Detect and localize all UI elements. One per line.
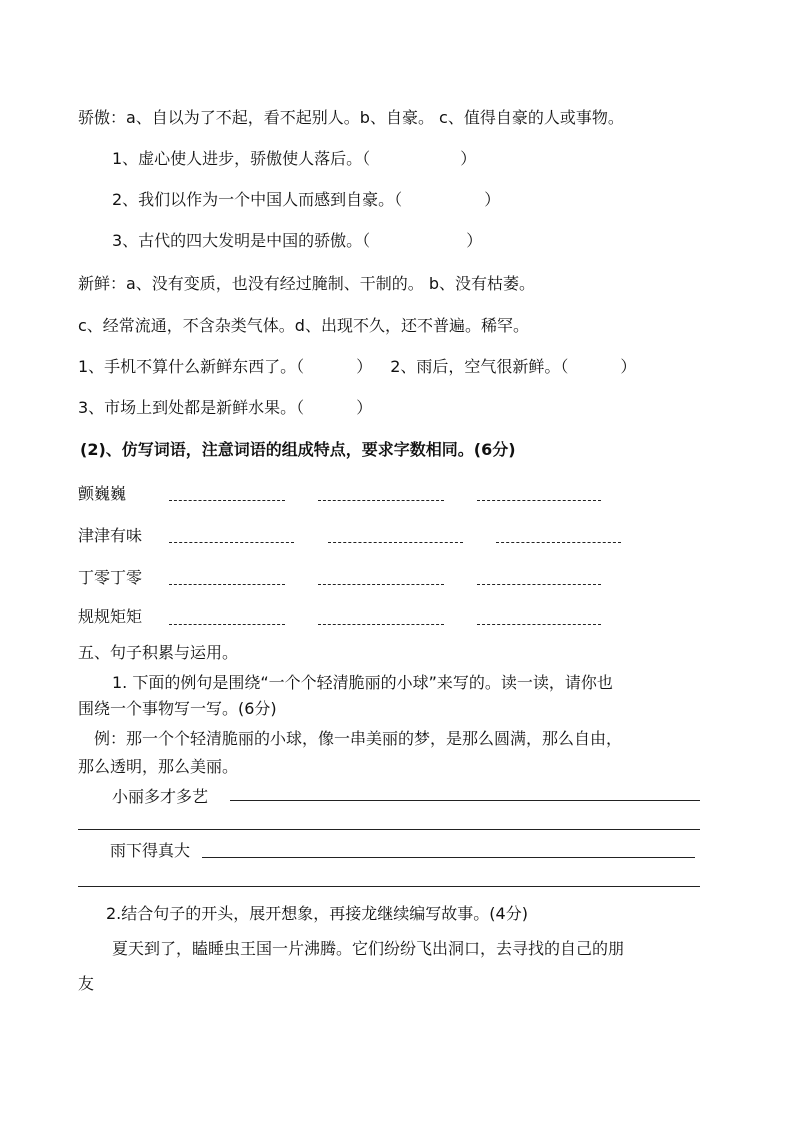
blank-line[interactable]: [318, 624, 444, 625]
xinxian-question-row-1: [78, 356, 636, 378]
blank-line[interactable]: [477, 584, 601, 585]
writing-line[interactable]: [230, 800, 700, 801]
word-label: 丁零丁零: [78, 568, 143, 587]
example-line-2: 那么透明，那么美丽。: [78, 757, 239, 776]
close-paren: ）: [466, 231, 483, 250]
prompt-rain: 雨下得真大: [110, 841, 191, 860]
jiaoao-definition: 骄傲：a、自以为了不起，看不起别人。b、自豪。 c、值得自豪的人或事物。: [78, 108, 624, 127]
question-text: 3、古代的四大发明是中国的骄傲。（: [112, 231, 371, 250]
blank-line[interactable]: [477, 500, 601, 501]
xinxian-question-3: [78, 397, 372, 419]
blank-line[interactable]: [169, 584, 285, 585]
word-label: 规规矩矩: [78, 607, 143, 626]
question-1-line-1: 1. 下面的例句是围绕“一个个轻清脆丽的小球”来写的。读一读，请你也: [112, 673, 613, 692]
writing-line[interactable]: [78, 886, 700, 887]
section-five-heading: 五、句子积累与运用。: [78, 643, 239, 662]
xinxian-definition-2: c、经常流通，不含杂类气体。d、出现不久，还不普遍。稀罕。: [78, 316, 529, 335]
writing-line[interactable]: [202, 857, 695, 858]
question-text: 2、雨后，空气很新鲜。（: [390, 357, 569, 376]
close-paren: ）: [356, 357, 373, 376]
example-line-1: 例：那一个个轻清脆丽的小球，像一串美丽的梦，是那么圆满，那么自由，: [94, 729, 623, 748]
blank-line[interactable]: [169, 500, 285, 501]
close-paren: ）: [620, 357, 637, 376]
jiaoao-question-2: [112, 189, 500, 211]
blank-line[interactable]: [328, 542, 463, 543]
blank-line[interactable]: [318, 584, 444, 585]
jiaoao-question-3: [112, 230, 482, 252]
question-text: 1、虚心使人进步，骄傲使人落后。（: [112, 149, 371, 168]
question-1-line-2: 围绕一个事物写一写。(6分): [78, 699, 277, 718]
jiaoao-question-1: [112, 148, 476, 170]
prompt-xiaoli: 小丽多才多艺: [112, 787, 209, 806]
close-paren: ）: [460, 149, 477, 168]
question-2-heading: 2.结合句子的开头，展开想象，再接龙继续编写故事。(4分): [106, 904, 528, 923]
close-paren: ）: [484, 190, 501, 209]
story-line-1: 夏天到了，瞌睡虫王国一片沸腾。它们纷纷飞出洞口，去寻找的自己的朋: [112, 939, 625, 958]
blank-line[interactable]: [169, 542, 294, 543]
question-text: 2、我们以作为一个中国人而感到自豪。（: [112, 190, 403, 209]
xinxian-definition-1: 新鲜：a、没有变质，也没有经过腌制、干制的。 b、没有枯萎。: [78, 274, 536, 293]
close-paren: ）: [356, 398, 373, 417]
blank-line[interactable]: [318, 500, 444, 501]
imitate-heading: (2)、仿写词语，注意词语的组成特点，要求字数相同。(6分): [80, 440, 516, 459]
question-text: 3、市场上到处都是新鲜水果。（: [78, 398, 305, 417]
story-line-2: 友: [78, 974, 95, 993]
blank-line[interactable]: [477, 624, 601, 625]
writing-line[interactable]: [78, 829, 700, 830]
blank-line[interactable]: [496, 542, 621, 543]
blank-line[interactable]: [169, 624, 285, 625]
word-label: 津津有味: [78, 526, 143, 545]
question-text: 1、手机不算什么新鲜东西了。（: [78, 357, 305, 376]
word-label: 颤巍巍: [78, 484, 127, 503]
